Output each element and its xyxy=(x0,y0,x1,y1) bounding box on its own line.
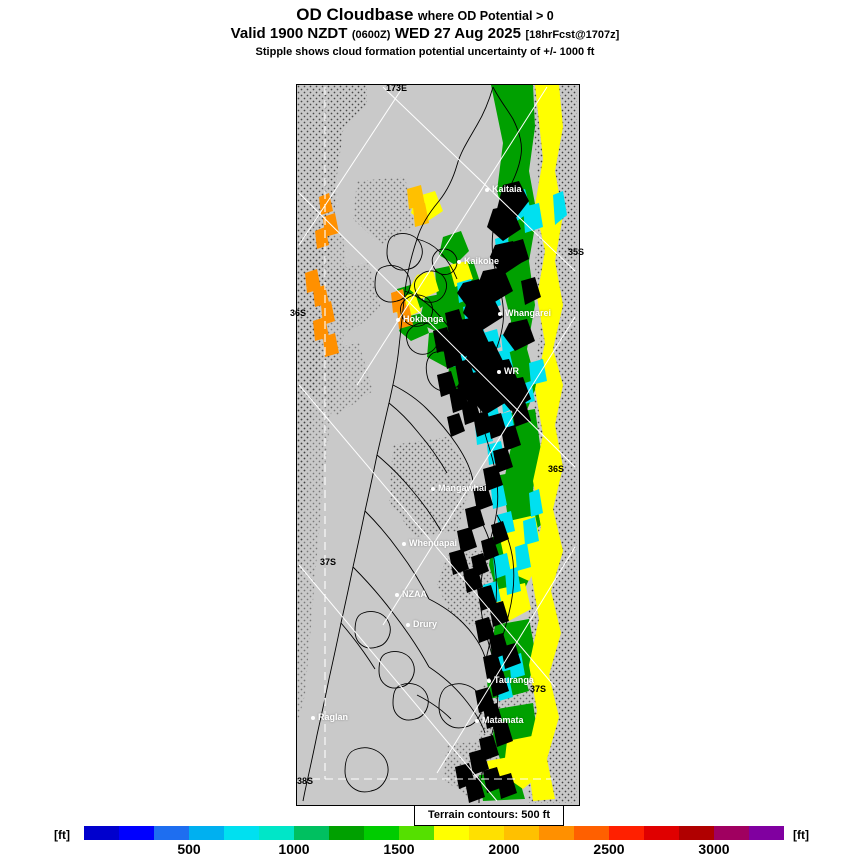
graticule-label: 36S xyxy=(548,464,565,474)
title-condition: where OD Potential > 0 xyxy=(417,9,554,23)
colorbar-swatch xyxy=(399,826,434,840)
place-label: Tauranga xyxy=(494,675,534,685)
place-label: NZAA xyxy=(402,589,427,599)
place-marker xyxy=(402,542,406,546)
place-marker xyxy=(406,623,410,627)
place-label: Whangarei xyxy=(505,308,552,318)
colorbar-swatch xyxy=(224,826,259,840)
colorbar-swatch xyxy=(119,826,154,840)
colorbar-swatch xyxy=(364,826,399,840)
graticule-label: 36S xyxy=(290,308,307,318)
colorbar-swatch xyxy=(609,826,644,840)
colorbar-gradient xyxy=(84,826,784,840)
place-marker xyxy=(498,312,502,316)
graticule-label: 173E xyxy=(386,83,408,93)
stipple-note: Stipple shows cloud formation potential uncertainty of +/- 1000 ft xyxy=(255,46,595,58)
place-marker xyxy=(395,593,399,597)
place-marker xyxy=(485,188,489,192)
colorbar-swatch xyxy=(679,826,714,840)
colorbar-unit-left: [ft] xyxy=(54,828,70,842)
graticule-label: 35S xyxy=(568,247,585,257)
terrain-contour-note: Terrain contours: 500 ft xyxy=(414,805,564,826)
place-label: Kaikohe xyxy=(464,256,500,266)
place-label: Whenuapai xyxy=(409,538,458,548)
place-marker xyxy=(497,370,501,374)
colorbar-tick-label: 500 xyxy=(177,841,201,857)
place-label: Mangawhai xyxy=(438,483,487,493)
valid-time: Valid 1900 NZDT xyxy=(230,25,348,42)
colorbar-tick-label: 2000 xyxy=(488,841,520,857)
place-label: Kaitaia xyxy=(492,184,522,194)
valid-date: WED 27 Aug 2025 xyxy=(394,25,521,42)
place-marker xyxy=(396,318,400,322)
graticule-label: 38S xyxy=(297,776,314,786)
place-marker xyxy=(431,487,435,491)
colorbar-swatch xyxy=(329,826,364,840)
graticule-label: 37S xyxy=(320,557,337,567)
header xyxy=(0,0,850,60)
place-label: WR xyxy=(504,366,519,376)
colorbar-swatch xyxy=(294,826,329,840)
colorbar-tick-label: 1500 xyxy=(383,841,415,857)
place-label: Raglan xyxy=(318,712,349,722)
place-label: Matamata xyxy=(482,715,524,725)
colorbar-ticks xyxy=(84,840,784,860)
colorbar-swatch xyxy=(434,826,469,840)
colorbar-swatch xyxy=(714,826,749,840)
colorbar-swatch xyxy=(189,826,224,840)
title-line-primary xyxy=(0,6,850,25)
graticule-label: 37S xyxy=(530,684,547,694)
colorbar-swatch xyxy=(539,826,574,840)
forecast-tag: [18hrFcst@1707z] xyxy=(525,29,620,41)
map-panel[interactable] xyxy=(290,83,585,806)
colorbar-swatch xyxy=(574,826,609,840)
place-marker xyxy=(457,260,461,264)
place-marker xyxy=(311,716,315,720)
place-label: Hokianga xyxy=(403,314,444,324)
colorbar-tick-label: 3000 xyxy=(698,841,730,857)
title-line-valid xyxy=(0,25,850,44)
colorbar-swatch xyxy=(84,826,119,840)
colorbar-legend xyxy=(0,826,850,860)
place-label: Drury xyxy=(413,619,438,629)
valid-time-utc: (0600Z) xyxy=(351,29,391,41)
colorbar-unit-right: [ft] xyxy=(793,828,809,842)
colorbar-swatch xyxy=(154,826,189,840)
colorbar-tick-label: 1000 xyxy=(278,841,310,857)
colorbar-swatch xyxy=(504,826,539,840)
colorbar-swatch xyxy=(749,826,784,840)
colorbar-tick-label: 2500 xyxy=(593,841,625,857)
place-marker xyxy=(475,719,479,723)
colorbar-swatch xyxy=(469,826,504,840)
page-title: OD Cloudbase xyxy=(296,5,414,24)
map-graphic xyxy=(297,85,577,803)
colorbar-swatch xyxy=(259,826,294,840)
colorbar-swatch xyxy=(644,826,679,840)
place-marker xyxy=(487,679,491,683)
